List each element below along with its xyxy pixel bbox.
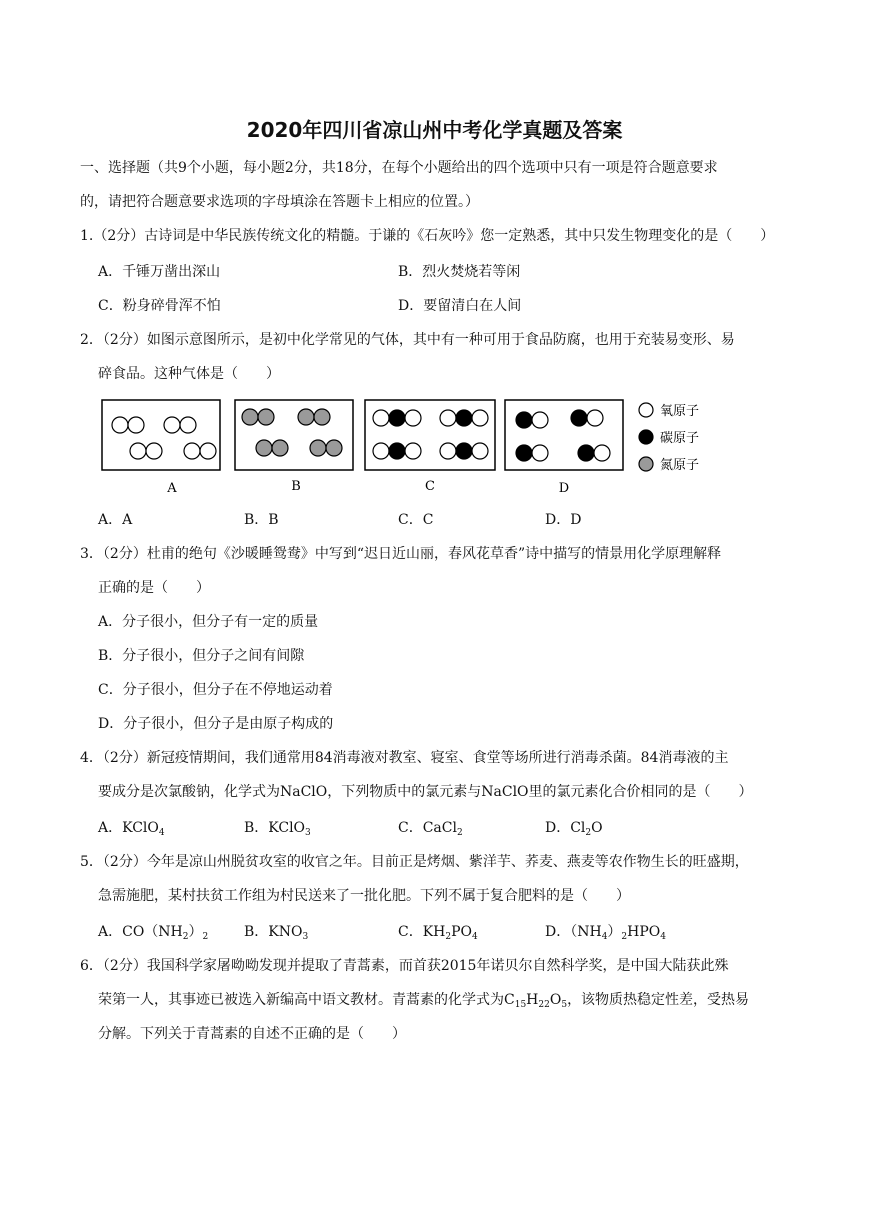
legend-nitrogen: 氮原子 bbox=[660, 458, 700, 473]
q3-option-b[interactable]: B．分子很小，但分子之间有间隙 bbox=[98, 648, 305, 664]
section-instruction-line1: 一、选择题（共9个小题，每小题2分，共18分，在每个小题给出的四个选项中只有一项是符合题意要求 bbox=[80, 160, 718, 176]
q4-option-c[interactable]: C．CaCl$_2$ bbox=[398, 820, 463, 838]
oxygen-legend-icon bbox=[639, 403, 653, 417]
q2-option-c[interactable]: C．C bbox=[398, 512, 434, 528]
diagram-box-d bbox=[505, 400, 623, 470]
question-6-line3: 分解。下列关于青蒿素的自述不正确的是（ ） bbox=[98, 1026, 406, 1042]
q5-option-d[interactable]: D．$(NH_4)_2HPO_4$ bbox=[545, 924, 666, 942]
box-label-a: A bbox=[167, 481, 177, 496]
box-label-d: D bbox=[558, 481, 570, 496]
question-6-line1: 6．（2分）我国科学家屠呦呦发现并提取了青蒿素，而首获2015年诺贝尔自然科学奖，是中国大陆获此殊 bbox=[80, 958, 729, 974]
nitrogen-legend-icon bbox=[639, 457, 653, 471]
question-5-line1: 5．（2分）今年是凉山州脱贫攻室的收官之年。目前正是烤烟、紫洋芋、荞麦、燕麦等农作物生长的旺盛期， bbox=[80, 854, 749, 870]
q5-option-a[interactable]: A．$CO(NH_2)_2$ bbox=[98, 924, 209, 942]
diagram-legend bbox=[639, 403, 699, 473]
question-2-line2: 碎食品。这种气体是（ ） bbox=[98, 366, 280, 382]
question-3-line1: 3．（2分）杜甫的绝句《沙暖睡鸳鸯》中写到“迟日近山丽，春风花草香”诗中描写的情景用化学原理解释 bbox=[80, 546, 722, 562]
question-3-line2: 正确的是（ ） bbox=[98, 580, 210, 596]
molecule-diagram bbox=[100, 398, 740, 498]
q4-option-d[interactable]: D．$Cl_2O$ bbox=[545, 820, 603, 838]
diagram-box-a bbox=[102, 400, 220, 470]
q2-option-d[interactable]: D．D bbox=[545, 512, 582, 528]
diagram-box-b bbox=[235, 400, 353, 470]
q1-option-d[interactable]: D．要留清白在人间 bbox=[398, 298, 522, 314]
q5-option-b[interactable]: B．$KNO_3$ bbox=[244, 924, 309, 942]
q1-option-c[interactable]: C．粉身碎骨浑不怕 bbox=[98, 298, 221, 314]
section-instruction-line2: 的，请把符合题意要求选项的字母填涂在答题卡上相应的位置。） bbox=[80, 194, 479, 210]
page-title: 2020年四川省凉山州中考化学真题及答案 bbox=[246, 118, 623, 142]
legend-oxygen: 氧原子 bbox=[660, 404, 700, 419]
question-4-line1: 4．（2分）新冠疫情期间，我们通常用84消毒液对教室、寝室、食堂等场所进行消毒杀菌。84消毒液的主 bbox=[80, 750, 729, 766]
q4-option-b[interactable]: B．KClO$_3$ bbox=[244, 820, 311, 838]
box-label-c: C bbox=[425, 479, 435, 494]
carbon-legend-icon bbox=[639, 430, 653, 444]
q2-option-a[interactable]: A．A bbox=[98, 512, 133, 528]
question-4-line2: 要成分是次氯酸钠，化学式为NaClO，下列物质中的氯元素与NaClO里的氯元素化合价相同的是（ ） bbox=[98, 784, 753, 800]
box-label-b: B bbox=[291, 479, 301, 494]
diagram-box-c bbox=[365, 400, 495, 470]
q2-option-b[interactable]: B．B bbox=[244, 512, 279, 528]
q3-option-a[interactable]: A．分子很小，但分子有一定的质量 bbox=[98, 614, 319, 630]
q3-option-c[interactable]: C．分子很小，但分子在不停地运动着 bbox=[98, 682, 333, 698]
q4-option-a[interactable]: A．KClO$_4$ bbox=[98, 820, 165, 838]
question-6-line2: 荣第一人，其事迹已被选入新编高中语文教材。青蒿素的化学式为$C_{15}H_{22}O_5$，该物质热稳定性差，受热易 bbox=[98, 992, 750, 1010]
q3-option-d[interactable]: D．分子很小，但分子是由原子构成的 bbox=[98, 716, 334, 732]
q1-option-b[interactable]: B．烈火焚烧若等闲 bbox=[398, 264, 521, 280]
q1-option-a[interactable]: A．千锤万凿出深山 bbox=[98, 264, 221, 280]
q5-option-c[interactable]: C．$KH_2PO_4$ bbox=[398, 924, 478, 942]
legend-carbon: 碳原子 bbox=[660, 431, 700, 446]
question-2-line1: 2．（2分）如图示意图所示，是初中化学常见的气体，其中有一种可用于食品防腐，也用于充装易变形、易 bbox=[80, 332, 735, 348]
question-1-text: 1.（2分）古诗词是中华民族传统文化的精髓。于谦的《石灰吟》您一定熟悉，其中只发生物理变化的是（ ） bbox=[80, 228, 775, 244]
question-5-line2: 急需施肥，某村扶贫工作组为村民送来了一批化肥。下列不属于复合肥料的是（ ） bbox=[98, 888, 630, 904]
